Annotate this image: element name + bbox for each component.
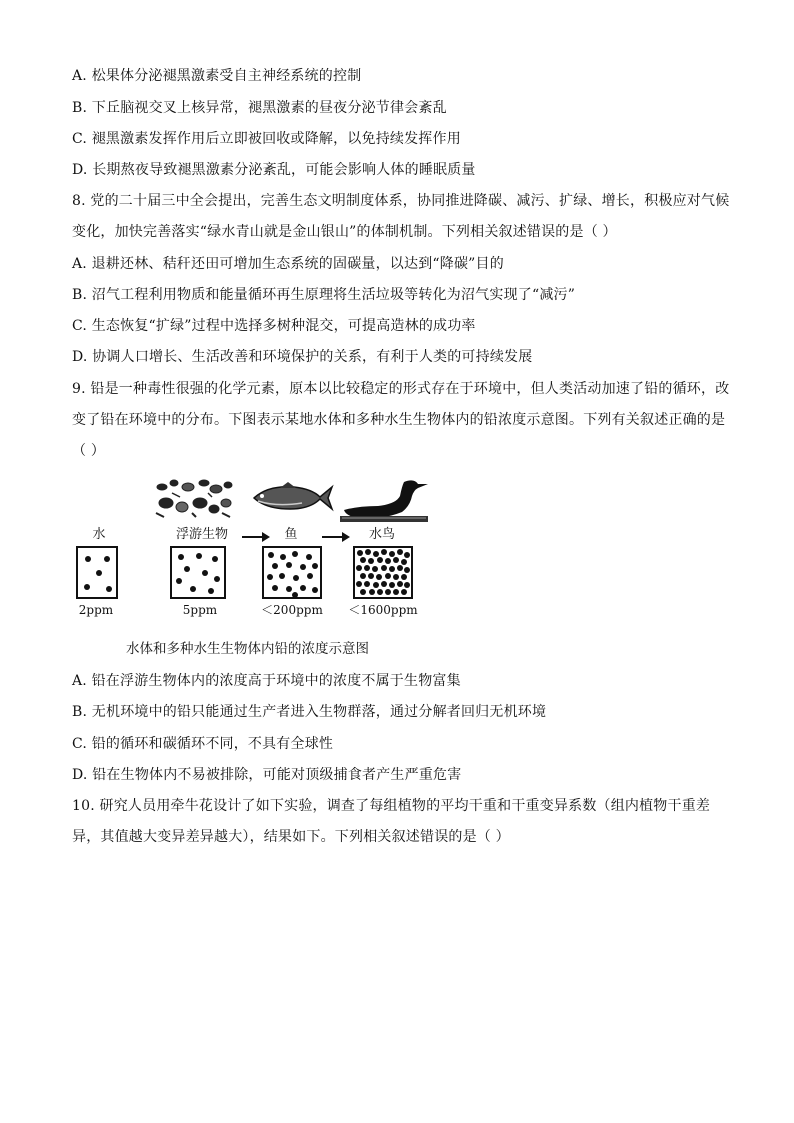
lead-particle [286,562,292,568]
plankton-concentration: 5ppm [182,603,218,617]
figure-label-water: 水 [92,527,106,542]
lead-particle [104,556,110,562]
figure-label-plankton: 浮游生物 [175,527,228,542]
q9-stem-line-3: （ ） [72,443,106,459]
lead-particle [307,573,313,579]
lead-particle [106,586,112,592]
lead-particle [292,592,298,598]
lead-particle [178,554,184,560]
lead-particle [292,551,298,557]
q9-stem-line-1: 9. 铅是一种毒性很强的化学元素，原本以比较稳定的形式存在于环境中，但人类活动加速了铅的循环，改 [72,381,730,397]
q8-option-b: B. 沼气工程利用物质和能量循环再生原理将生活垃圾等转化为沼气实现了“减污” [72,287,576,303]
q7-option-b: B. 下丘脑视交叉上核异常，褪黑激素的昼夜分泌节律会紊乱 [72,100,447,116]
q7-option-c: C. 褪黑激素发挥作用后立即被回收或降解，以免持续发挥作用 [72,131,461,147]
q7-option-d: D. 长期熬夜导致褪黑激素分泌紊乱，可能会影响人体的睡眠质量 [72,162,476,178]
lead-particle [267,574,273,580]
q10-stem-line-2: 异，其值越大变异差异越大），结果如下。下列相关叙述错误的是（ ） [72,829,510,845]
lead-particle [96,570,102,576]
lead-particle [306,554,312,560]
water-bird-picture [338,476,430,524]
figure-caption: 水体和多种水生生物体内铅的浓度示意图 [126,641,369,657]
lead-particle [272,563,278,569]
figure-label-fish: 鱼 [284,527,298,542]
fish-picture [250,481,334,515]
q8-option-c: C. 生态恢复“扩绿”过程中选择多树种混交，可提高造林的成功率 [72,318,476,334]
q9-stem-line-2: 变了铅在环境中的分布。下图表示某地水体和多种水生生物体内的铅浓度示意图。下列有关叙述正确的是 [72,412,726,428]
water-bird-concentration: ＜1600ppm [348,603,418,617]
lead-particle [214,576,220,582]
arrow-plankton-to-fish [242,536,268,538]
lead-particle [212,556,218,562]
q9-option-d: D. 铅在生物体内不易被排除，可能对顶级捕食者产生严重危害 [72,767,462,783]
lead-particle [190,586,196,592]
lead-particle [279,573,285,579]
lead-particle [280,554,286,560]
lead-particle [196,553,202,559]
water-bird-lead-box [353,546,413,599]
fish-concentration: ＜200ppm [261,603,323,617]
q9-option-c: C. 铅的循环和碳循环不同，不具有全球性 [72,736,334,752]
lead-particle [176,578,182,584]
lead-particle [293,575,299,581]
lead-particle [184,566,190,572]
lead-particle [84,584,90,590]
q8-stem-line-1: 8. 党的二十届三中全会提出，完善生态文明制度体系，协同推进降碳、减污、扩绿、增长，积极应对气候 [72,193,730,209]
q8-stem-line-2: 变化，加快完善落实“绿水青山就是金山银山”的体制机制。下列相关叙述错误的是（ ） [72,224,617,240]
lead-particle [268,552,274,558]
q10-stem-line-1: 10. 研究人员用牵牛花设计了如下实验，调查了每组植物的平均干重和干重变异系数（组内植物干重差 [72,798,711,814]
plankton-lead-box [170,546,226,599]
q9-option-a: A. 铅在浮游生物体内的浓度高于环境中的浓度不属于生物富集 [72,673,461,689]
q9-option-b: B. 无机环境中的铅只能通过生产者进入生物群落，通过分解者回归无机环境 [72,704,547,720]
q8-option-d: D. 协调人口增长、生活改善和环境保护的关系，有利于人类的可持续发展 [72,349,533,365]
lead-particle [85,556,91,562]
fish-lead-box [262,546,322,599]
lead-particle [286,586,292,592]
lead-particle [300,564,306,570]
lead-particle [202,570,208,576]
lead-particle [300,585,306,591]
lead-particle [208,588,214,594]
dense-lead-particles [355,548,411,597]
plankton-picture [152,477,236,519]
lead-particle [312,587,318,593]
water-concentration: 2ppm [78,603,114,617]
figure-label-water-bird: 水鸟 [368,527,395,542]
q8-option-a: A. 退耕还林、秸秆还田可增加生态系统的固碳量，以达到“降碳”目的 [72,256,504,272]
lead-particle [312,563,318,569]
water-lead-box [76,546,118,599]
lead-particle [272,585,278,591]
q7-option-a: A. 松果体分泌褪黑激素受自主神经系统的控制 [72,68,362,84]
arrow-fish-to-bird [322,536,348,538]
